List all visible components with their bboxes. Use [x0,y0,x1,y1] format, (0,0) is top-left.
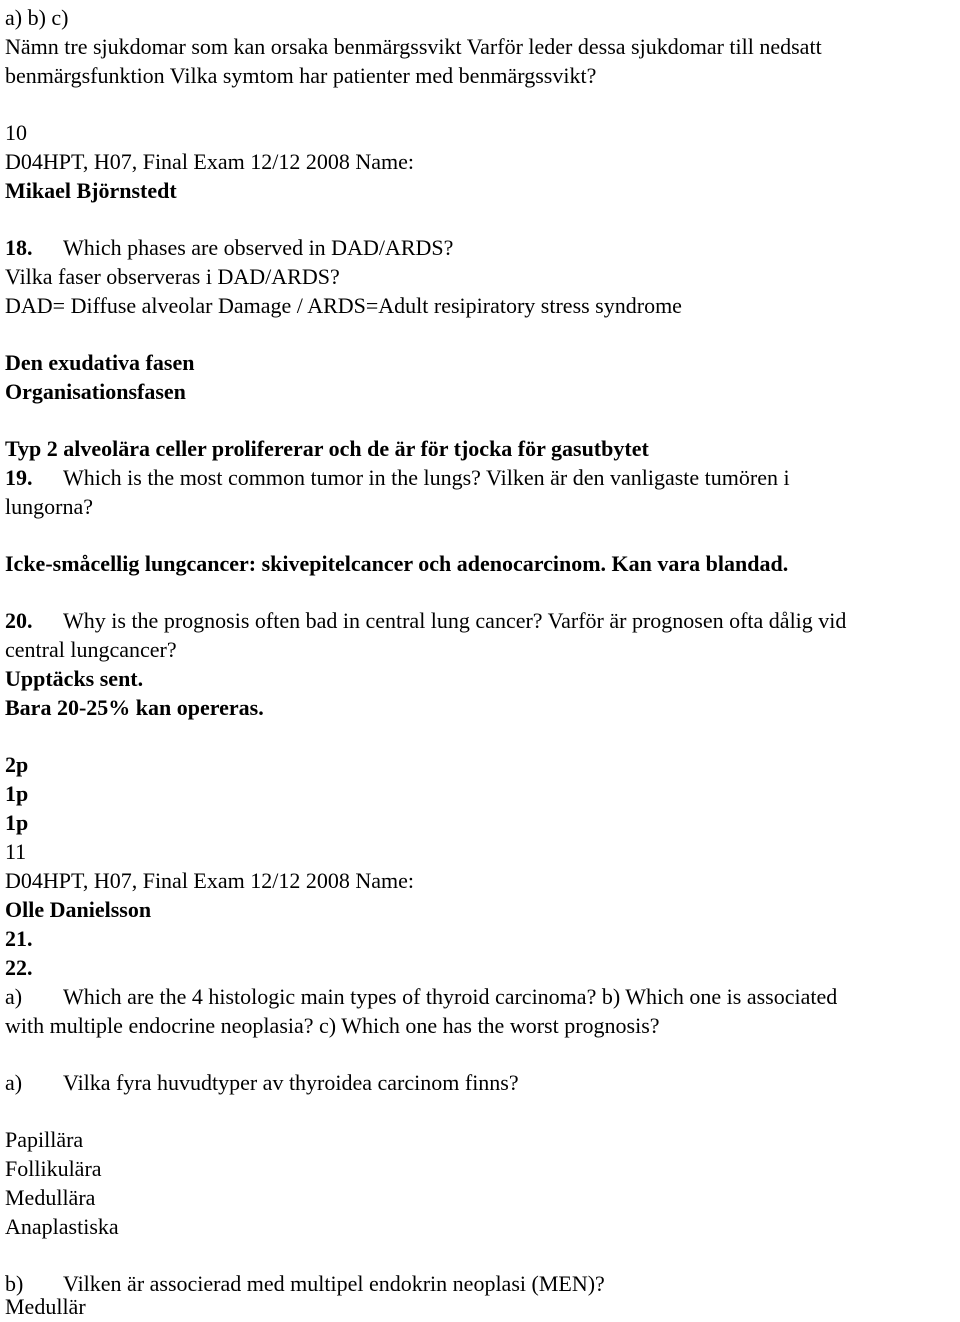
sub-question-text: Vilken är associerad med multipel endokrin neoplasi (MEN)? [63,1271,605,1296]
question-20-line-2: central lungcancer? [5,637,177,662]
page-number-11: 11 [5,839,27,864]
bone-marrow-question-line-1: Nämn tre sjukdomar som kan orsaka benmärgssvikt Varför leder dessa sjukdomar till nedsatt [5,34,822,59]
answer-19: Icke-småcellig lungcancer: skivepitelcancer och adenocarcinom. Kan vara blandad. [5,551,789,576]
author-name-10: Mikael Björnstedt [5,178,177,203]
question-18 [5,233,453,262]
exam-header-10: D04HPT, H07, Final Exam 12/12 2008 Name: [5,149,414,174]
question-number: 20. [5,608,33,633]
question-text: Why is the prognosis often bad in central lung cancer? Varför är prognosen ofta dålig vid [63,608,847,633]
answer-22b: Medullär [5,1294,86,1319]
question-19 [5,463,790,492]
exam-header-11: D04HPT, H07, Final Exam 12/12 2008 Name: [5,868,414,893]
question-19-line-2: lungorna? [5,494,93,519]
answer-20-line-1: Upptäcks sent. [5,666,144,691]
question-number: 18. [5,235,33,260]
author-name-11: Olle Danielsson [5,897,152,922]
sub-question-label: b) [5,1271,24,1296]
sub-question-label: a) [5,1070,23,1095]
question-20 [5,606,846,635]
thyroid-type: Papillära [5,1127,84,1152]
answer-18-phase-2: Organisationsfasen [5,379,186,404]
question-22 [5,982,837,1011]
points-label: 1p [5,810,29,835]
question-text: Which is the most common tumor in the lungs? Vilken är den vanligaste tumören i [63,465,790,490]
thyroid-type: Follikulära [5,1156,102,1181]
options-line: a) b) c) [5,5,69,30]
question-22a-sv [5,1068,519,1097]
bone-marrow-question-line-2: benmärgsfunktion Vilka symtom har patienter med benmärgssvikt? [5,63,597,88]
question-number: 19. [5,465,33,490]
answer-20-line-2: Bara 20-25% kan opereras. [5,695,264,720]
question-18-sv: Vilka faser observeras i DAD/ARDS? [5,264,340,289]
sub-question-text: Vilka fyra huvudtyper av thyroidea carcinom finns? [63,1070,519,1095]
question-18-definition: DAD= Diffuse alveolar Damage / ARDS=Adult resipiratory stress syndrome [5,293,682,318]
page-number-10: 10 [5,120,27,145]
question-text-en: Which phases are observed in DAD/ARDS? [63,235,454,260]
question-22-line-2: with multiple endocrine neoplasia? c) Which one has the worst prognosis? [5,1013,660,1038]
question-22-number: 22. [5,955,33,980]
thyroid-type: Medullära [5,1185,96,1210]
answer-18-phase-1: Den exudativa fasen [5,350,195,375]
thyroid-type: Anaplastiska [5,1214,119,1239]
answer-18-note: Typ 2 alveolära celler prolifererar och de är för tjocka för gasutbytet [5,436,649,461]
question-22b-sv [5,1269,605,1298]
question-text: Which are the 4 histologic main types of thyroid carcinoma? b) Which one is associated [63,984,838,1009]
points-label: 2p [5,752,29,777]
points-label: 1p [5,781,29,806]
sub-question-label: a) [5,984,23,1009]
question-21-number: 21. [5,926,33,951]
